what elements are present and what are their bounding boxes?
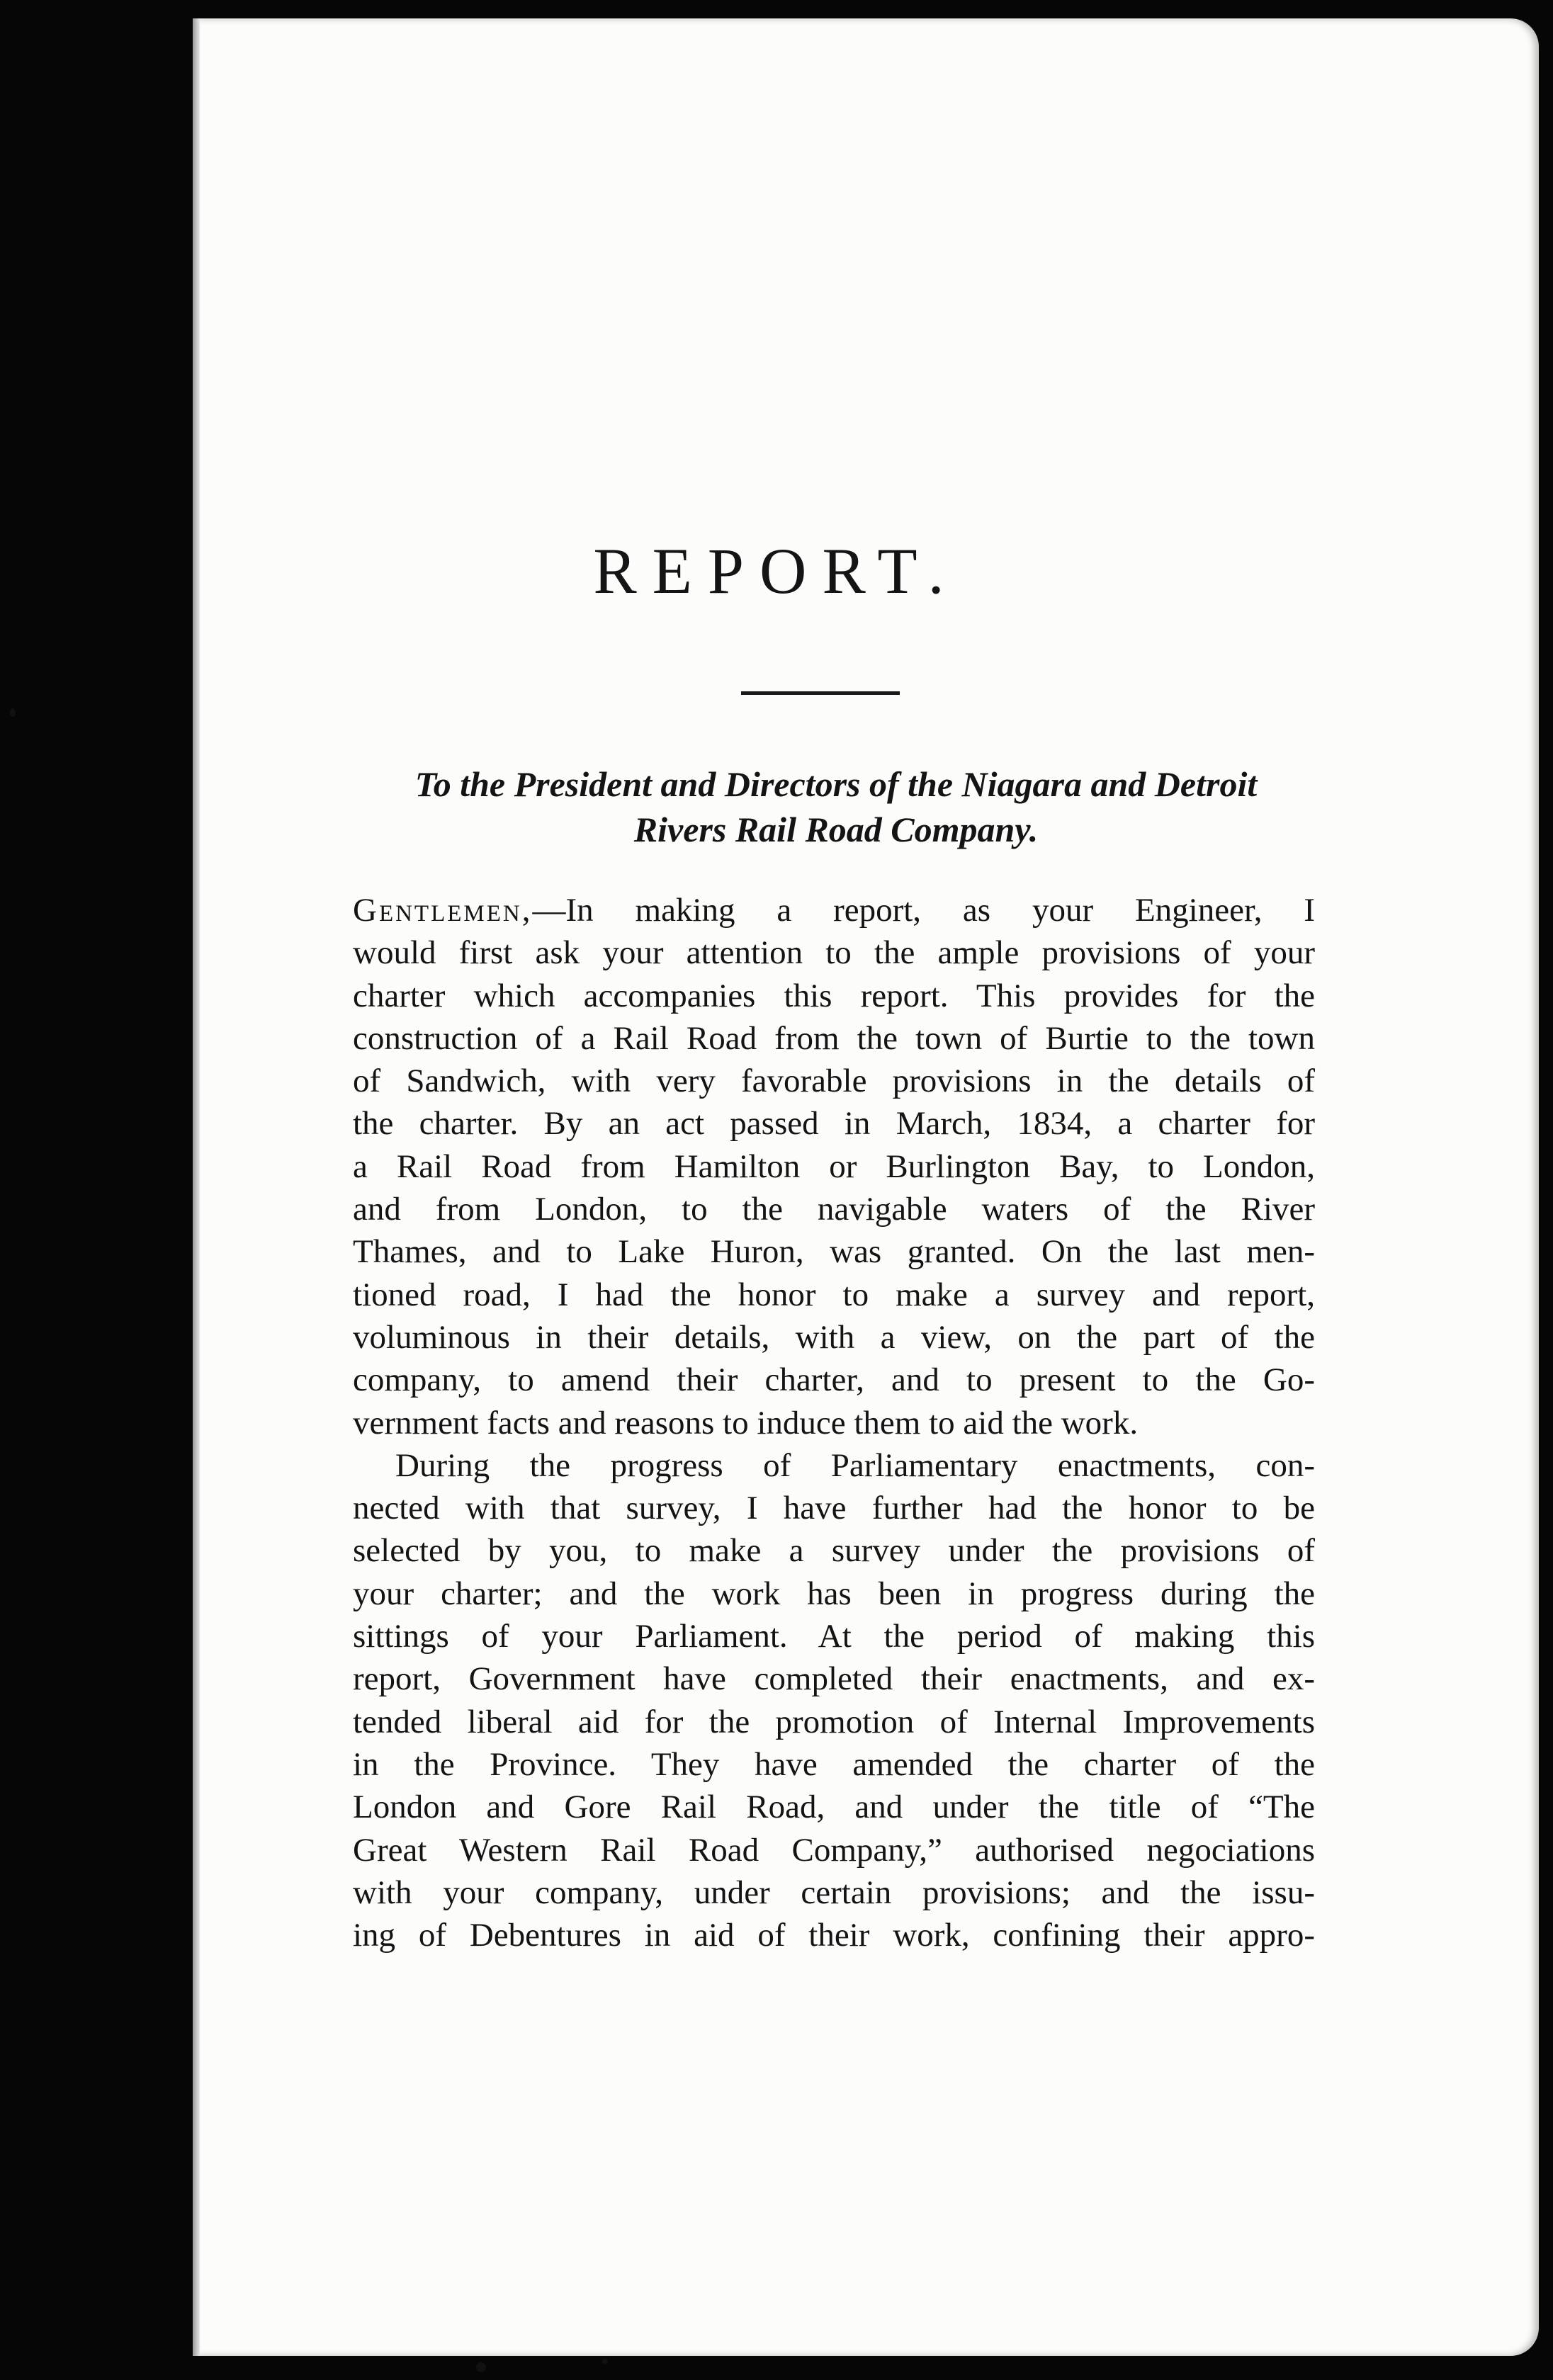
page-title: REPORT.	[593, 535, 960, 607]
text-line: the charter. By an act passed in March, 1834, a charter for	[353, 1105, 1315, 1143]
text-line-content: —In making a report, as your Engineer, I	[532, 892, 1315, 929]
salutation: Gentlemen,	[353, 892, 533, 929]
text-line: During the progress of Parliamentary enactments, con-	[395, 1446, 1315, 1484]
text-line: London and Gore Rail Road, and under the title of “The	[353, 1789, 1315, 1826]
title-rule	[741, 691, 900, 695]
text-line: company, to amend their charter, and to present to the Go-	[353, 1361, 1315, 1399]
text-line: of Sandwich, with very favorable provisions in the details of	[353, 1062, 1315, 1100]
text-line: would first ask your attention to the ample provisions of your	[353, 934, 1315, 972]
page-gutter-edge	[193, 18, 200, 2356]
text-line: nected with that survey, I have further had the honor to be	[353, 1490, 1315, 1527]
address-line: Rivers Rail Road Company.	[633, 810, 1039, 849]
text-line: voluminous in their details, with a view, on the part of the	[353, 1318, 1315, 1356]
text-line	[353, 889, 1315, 931]
text-line: tended liberal aid for the promotion of Internal Improvements	[353, 1703, 1315, 1740]
text-line: and from London, to the navigable waters of the River	[353, 1191, 1315, 1228]
text-line: sittings of your Parliament. At the period of making this	[353, 1618, 1315, 1655]
text-line: ing of Debentures in aid of their work, confining their appro-	[353, 1917, 1315, 1954]
text-line: tioned road, I had the honor to make a survey and report,	[353, 1276, 1315, 1313]
address-heading	[333, 761, 1339, 852]
text-line: construction of a Rail Road from the town of Burtie to the town	[353, 1019, 1315, 1057]
address-line: To the President and Directors of the Niagara and Detroit	[414, 764, 1258, 804]
text-line: in the Province. They have amended the charter of the	[353, 1745, 1315, 1783]
text-line: vernment facts and reasons to induce them to aid the work.	[353, 1404, 1139, 1441]
text-line: with your company, under certain provisions; and the issu-	[353, 1874, 1315, 1911]
ink-speck	[10, 708, 16, 717]
text-line: selected by you, to make a survey under the provisions of	[353, 1532, 1315, 1570]
ink-speck	[476, 2362, 486, 2372]
ink-speck	[602, 2359, 608, 2364]
report-body	[353, 889, 1315, 1956]
text-line: charter which accompanies this report. This provides for the	[353, 977, 1315, 1014]
text-line: your charter; and the work has been in progress during the	[353, 1575, 1315, 1612]
text-line: report, Government have completed their enactments, and ex-	[353, 1660, 1315, 1698]
text-line: a Rail Road from Hamilton or Burlington Bay, to London,	[353, 1148, 1315, 1185]
text-line: Thames, and to Lake Huron, was granted. On the last men-	[353, 1233, 1315, 1271]
text-line: Great Western Rail Road Company,” authorised negociations	[353, 1831, 1315, 1869]
